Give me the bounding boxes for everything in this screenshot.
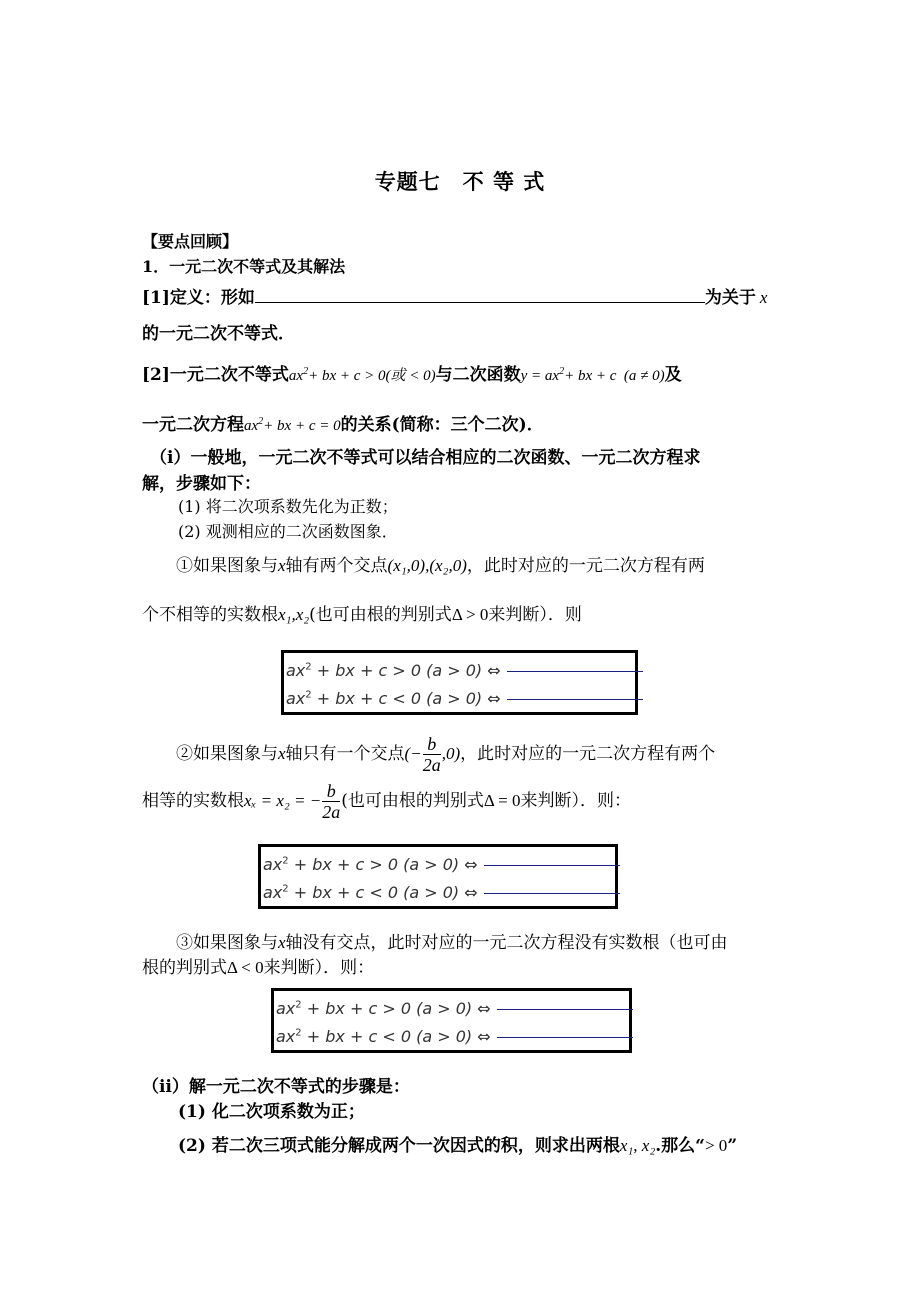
case2-line1 [176,734,715,775]
box1-row1 [286,661,643,680]
func-cond: (a ≠ 0) [623,368,665,384]
relation-line2-prefix: 一元二次方程 [142,415,244,435]
definition-suffix: 为关于 [704,288,756,308]
part-ii-step2 [178,1131,737,1156]
box3-r1-sq: 2 [295,999,302,1011]
part-ii-roots: x₁, x₂ [619,1136,656,1155]
part-ii-close-quote: ” [727,1136,738,1156]
box2-r1-rhs: + bx + c > 0 (a > 0) [293,855,460,874]
box2-r1-sq: 2 [282,855,289,867]
box1-r1-lhs: ax [286,661,306,680]
box3-row2 [276,1027,633,1046]
definition-blank[interactable] [255,302,705,303]
box1-r1-rhs: + bx + c > 0 (a > 0) [316,661,483,680]
box1-r2-arrow: ⇔ [487,689,501,708]
part-i-step1: (1) 将二次项系数先化为正数； [178,497,398,516]
box1-r1-arrow: ⇔ [487,661,501,680]
part-ii-step2-text: (2) 若二次三项式能分解成两个一次因式的积，则求出两根 [178,1136,620,1156]
relation-line2 [142,410,544,435]
definition-line [142,283,767,308]
page-title: 专题七 不 等 式 [374,169,546,194]
func-square: 2 [559,366,565,377]
case3-x: x [278,933,286,952]
case2-root-fraction [322,781,340,822]
case2-root-num: b [322,781,340,802]
case2-disc: Δ = 0 [483,791,521,810]
case3-c: 轴没有交点，此时对应的一元二次方程没有实数根（也可由 [285,933,728,953]
box2-r1-answer-blank[interactable] [484,865,620,866]
part-ii-step1: (1) 化二次项系数为正； [178,1102,365,1122]
box1-r1-answer-blank[interactable] [507,671,643,672]
box2-r2-answer-blank[interactable] [484,893,620,894]
box3-r2-answer-blank[interactable] [497,1037,633,1038]
answer-box-2 [258,844,618,909]
box1-r2-answer-blank[interactable] [507,699,643,700]
case2-roots: xₓ = x₂ = − [244,791,322,810]
definition-line2: 的一元二次不等式． [142,324,295,344]
part-ii-heading: （ⅱ）解一元二次不等式的步骤是： [142,1077,410,1097]
case1-points: (x₁,0),(x₂,0) [387,556,467,575]
box2-r2-rhs: + bx + c < 0 (a > 0) [293,883,460,902]
relation-end: 及 [664,365,682,385]
func-rest: + bx + c [564,368,617,384]
case1-e: 个不相等的实数根 [142,605,278,625]
definition-var: x [759,288,768,307]
case3-disc: Δ < 0 [227,958,264,977]
part-ii-step2-end: .那么“ [655,1136,705,1156]
case2-line2 [142,781,631,822]
box3-row1 [276,999,633,1018]
box2-r2-arrow: ⇔ [464,883,478,902]
case1-line1 [176,551,705,576]
case2-frac-den: 2a [422,755,441,775]
case1-a: ①如果图象与 [176,556,278,576]
ineq-rest: + bx + c > 0(或 < 0) [308,368,436,384]
case3-line1 [176,928,728,953]
relation-prefix: [2]一元二次不等式 [142,365,289,385]
case1-g: 来判断）．则 [488,605,582,625]
case1-f: (也可由根的判别式 [309,605,452,625]
eq-lhs: ax [244,418,259,434]
box1-row2 [286,689,643,708]
eq-square: 2 [258,416,264,427]
case3-e: 来判断）．则： [263,958,375,978]
part-i-line2: 解，步骤如下： [142,474,261,494]
answer-box-1 [281,650,638,715]
eq-rest: + bx + c = 0 [263,418,341,434]
box1-r2-rhs: + bx + c < 0 (a > 0) [316,689,483,708]
case2-fraction [423,734,441,775]
ineq-lhs: ax [288,368,304,384]
box2-r2-lhs: ax [263,883,283,902]
case3-a: ③如果图象与 [176,933,278,953]
case1-line2 [142,600,582,625]
box3-r1-arrow: ⇔ [477,999,491,1018]
box1-r2-sq: 2 [305,689,312,701]
part-i-line1: （ⅰ）一般地，一元二次不等式可以结合相应的二次函数、一元二次方程求 [150,448,701,468]
heading-quadratic-inequality: 1．一元二次不等式及其解法 [142,257,346,276]
case2-e: 相等的实数根 [142,791,244,811]
case3-line2 [142,953,374,978]
box2-row2 [263,883,620,902]
section-header: 【要点回顾】 [142,232,239,251]
box2-r2-sq: 2 [282,883,289,895]
case1-c: 轴有两个交点 [285,556,388,576]
case1-x: x [278,556,286,575]
box3-r1-answer-blank[interactable] [497,1009,633,1010]
case2-pt-open: (− [404,744,422,763]
answer-box-3 [271,988,632,1053]
case2-x: x [278,744,286,763]
box2-r1-arrow: ⇔ [464,855,478,874]
case2-a: ②如果图象与 [176,744,278,764]
case1-roots: x₁,x₂ [278,605,310,624]
box3-r2-rhs: + bx + c < 0 (a > 0) [306,1027,473,1046]
relation-line1 [142,360,682,385]
box3-r1-lhs: ax [276,999,296,1018]
case2-root-den: 2a [322,802,341,822]
case2-f: (也可由根的判别式 [341,791,484,811]
relation-mid: 与二次函数 [435,365,521,385]
box1-r1-sq: 2 [305,661,312,673]
case2-c: 轴只有一个交点 [285,744,405,764]
case2-g: 来判断）．则： [520,791,631,811]
case1-d: ，此时对应的一元二次方程有两 [466,556,705,576]
func-lhs: y = ax [520,368,560,384]
part-i-step2: (2) 观测相应的二次函数图象． [178,522,398,541]
definition-prefix: [1]定义：形如 [142,288,255,308]
box3-r2-sq: 2 [295,1027,302,1039]
case1-disc: Δ > 0 [451,605,489,624]
case2-frac-num: b [423,734,441,755]
case2-d: ，此时对应的一元二次方程有两个 [460,744,716,764]
part-ii-gt: > 0 [704,1136,728,1155]
box1-r2-lhs: ax [286,689,306,708]
relation-line2-suffix: 的关系(简称：三个二次)． [340,415,544,435]
box3-r1-rhs: + bx + c > 0 (a > 0) [306,999,473,1018]
case2-pt-close: ,0) [441,744,461,763]
box3-r2-arrow: ⇔ [477,1027,491,1046]
case3-d: 根的判别式 [142,958,227,978]
box2-row1 [263,855,620,874]
ineq-square: 2 [303,366,309,377]
box2-r1-lhs: ax [263,855,283,874]
box3-r2-lhs: ax [276,1027,296,1046]
